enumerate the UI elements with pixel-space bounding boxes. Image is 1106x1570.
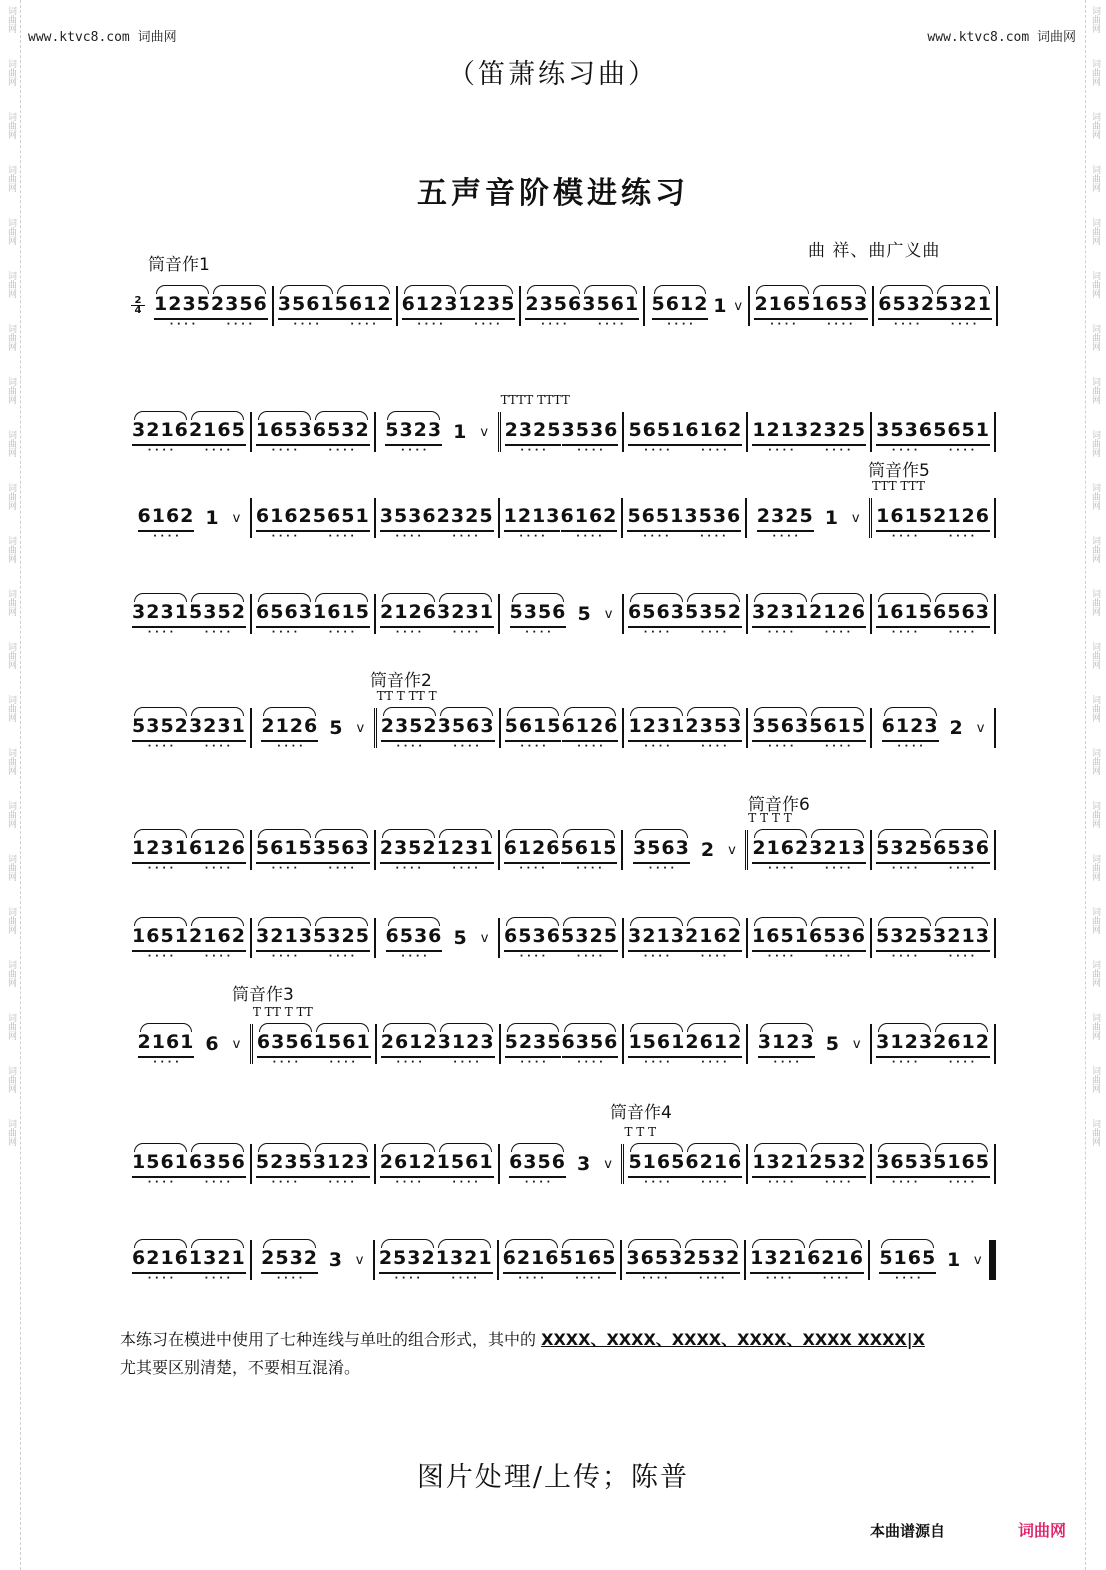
measure xyxy=(274,286,398,326)
note-group: 6126 · · · · xyxy=(189,837,246,864)
score-row-4 xyxy=(128,594,996,634)
measure xyxy=(872,1024,996,1064)
measure xyxy=(501,1024,625,1064)
note: 5 xyxy=(825,1033,839,1055)
note-group: 1321 · · · · xyxy=(189,1247,246,1274)
measure xyxy=(128,918,252,958)
note-group: 2162 · · · · xyxy=(189,925,246,952)
note-group: 3231 · · · · xyxy=(189,715,246,742)
measure xyxy=(872,708,996,748)
measure xyxy=(252,918,376,958)
measure xyxy=(746,1240,870,1280)
breath-mark: v xyxy=(852,1036,861,1052)
measure xyxy=(376,498,500,538)
note-group: 6356 · · · · xyxy=(257,1031,314,1058)
score-row-5 xyxy=(128,689,996,748)
note-group: 2325 · · · · xyxy=(505,419,562,446)
measure xyxy=(128,594,252,634)
note-group: 1561 · · · · xyxy=(132,1151,189,1178)
breath-mark: v xyxy=(232,510,241,526)
measure xyxy=(872,412,996,452)
note-group: 5651 · · · · xyxy=(627,505,684,532)
note-group: 3561 · · · · xyxy=(582,293,639,320)
measure xyxy=(623,498,747,538)
note-group: 5352 · · · · xyxy=(685,601,742,628)
score-row-3 xyxy=(128,479,996,538)
note-group: 1213 · · · · xyxy=(504,505,561,532)
breath-mark: v xyxy=(604,1156,612,1172)
note-group: 1231 · · · · xyxy=(628,715,685,742)
measure xyxy=(499,1240,623,1280)
note-group: 1653 · · · · xyxy=(256,419,313,446)
note: 1 xyxy=(824,507,838,529)
note-group: 1235 · · · · xyxy=(154,293,211,320)
score-row-8 xyxy=(128,1005,996,1064)
breath-mark: v xyxy=(232,1036,241,1052)
tonguing-mark: TT T TT T xyxy=(376,689,437,703)
score-row-10 xyxy=(128,1240,996,1280)
measure xyxy=(624,1024,748,1064)
note-group: 5325 · · · · xyxy=(876,837,933,864)
watermark-left: www.ktvc8.com 词曲网 xyxy=(28,30,177,45)
measure xyxy=(872,830,996,870)
note-group: 6532 · · · · xyxy=(313,419,370,446)
note-group: 5651 · · · · xyxy=(313,505,370,532)
measure xyxy=(376,689,501,748)
note-group: 1213 · · · · xyxy=(752,419,809,446)
measure xyxy=(252,498,376,538)
note-group: 6356 · · · · xyxy=(562,1031,619,1058)
note-group: 3123 · · · · xyxy=(313,1151,370,1178)
breath-mark: v xyxy=(480,930,489,946)
note-group: 6216 · · · · xyxy=(132,1247,189,1274)
note-group: 6126 · · · · xyxy=(562,715,619,742)
note-group: 2126 · · · · xyxy=(933,505,990,532)
measure xyxy=(500,594,624,634)
note-group: 6123 · · · · xyxy=(402,293,459,320)
note: 2 xyxy=(700,839,715,861)
note-group: 5615 · · · · xyxy=(256,837,313,864)
note-group: 2612 · · · · xyxy=(685,1031,742,1058)
note-group: 1653 · · · · xyxy=(811,293,868,320)
note-group: 5235 · · · · xyxy=(256,1151,313,1178)
note-group: 6536 · · · · xyxy=(386,925,443,952)
measure xyxy=(128,708,252,748)
breath-mark: v xyxy=(728,842,736,858)
note-group: 5612 · · · · xyxy=(335,293,392,320)
note-group: 5165 · · · · xyxy=(560,1247,617,1274)
footnote-line-1: 本练习在模进中使用了七种连线与单吐的组合形式，其中的 xyxy=(120,1330,537,1349)
note-group: 2352 · · · · xyxy=(380,837,437,864)
note-group: 3231 · · · · xyxy=(437,601,494,628)
measure xyxy=(377,1024,501,1064)
measure xyxy=(500,830,624,870)
note-group: 2162 · · · · xyxy=(685,925,742,952)
note-group: 1615 · · · · xyxy=(876,505,933,532)
note-group: 3123 · · · · xyxy=(876,1031,933,1058)
measure xyxy=(252,594,376,634)
note-group: 3561 · · · · xyxy=(278,293,335,320)
measure xyxy=(375,1240,499,1280)
measure xyxy=(500,393,625,452)
note-group: 5323 · · · · xyxy=(385,419,442,446)
measure xyxy=(128,830,252,870)
note-group: 2356 · · · · xyxy=(211,293,268,320)
measure xyxy=(376,918,500,958)
measure xyxy=(645,286,750,326)
note-group: 5325 · · · · xyxy=(313,925,370,952)
note-group: 5325 · · · · xyxy=(876,925,933,952)
note-group: 3231 · · · · xyxy=(752,601,809,628)
note: 1 xyxy=(453,421,467,443)
left-watermark-strip: 词曲网 词曲网 词曲网 词曲网 词曲网 词曲网 词曲网 词曲网 词曲网 词曲网 词曲网 词曲网 词曲网 词曲网 词曲网 词曲网 词曲网 词曲网 词曲网 词曲网 词曲网 词曲网 xyxy=(2,0,21,1570)
note-group: 2532 · · · · xyxy=(379,1247,436,1274)
note-group: 3123 · · · · xyxy=(758,1031,815,1058)
note-group: 6162 · · · · xyxy=(561,505,618,532)
measure xyxy=(376,830,500,870)
note-group: 6356 · · · · xyxy=(509,1151,566,1178)
note-group: 6162 · · · · xyxy=(685,419,742,446)
right-watermark-strip: 词曲网 词曲网 词曲网 词曲网 词曲网 词曲网 词曲网 词曲网 词曲网 词曲网 词曲网 词曲网 词曲网 词曲网 词曲网 词曲网 词曲网 词曲网 词曲网 词曲网 词曲网 词曲网 xyxy=(1085,0,1104,1570)
note-group: 3213 · · · · xyxy=(809,837,866,864)
measure xyxy=(748,811,872,870)
note-group: 5356 · · · · xyxy=(510,601,567,628)
note-group: 6563 · · · · xyxy=(933,601,990,628)
measure xyxy=(398,286,522,326)
tonguing-mark: TTT TTT xyxy=(872,479,925,493)
note-group: 1235 · · · · xyxy=(458,293,515,320)
measure xyxy=(128,1024,253,1064)
breath-mark: v xyxy=(604,606,613,622)
note-group: 5651 · · · · xyxy=(628,419,685,446)
note: 5 xyxy=(453,927,467,949)
note-group: 5165 · · · · xyxy=(933,1151,990,1178)
note-group: 5651 · · · · xyxy=(933,419,990,446)
note-group: 3563 · · · · xyxy=(633,837,690,864)
measure xyxy=(748,1144,872,1184)
measure xyxy=(624,594,748,634)
score-row-1 xyxy=(150,286,998,326)
note-group: 6126 · · · · xyxy=(504,837,561,864)
note-group: 1321 · · · · xyxy=(752,1151,809,1178)
measure xyxy=(872,479,996,538)
footnote xyxy=(120,1326,1000,1382)
note-group: 2612 · · · · xyxy=(381,1031,438,1058)
measure xyxy=(624,1125,748,1184)
note-group: 1561 · · · · xyxy=(628,1031,685,1058)
note: 3 xyxy=(328,1249,342,1271)
measure xyxy=(624,918,748,958)
note-group: 6123 · · · · xyxy=(882,715,939,742)
note-group: 6563 · · · · xyxy=(628,601,685,628)
section-mark-4: 筒音作4 xyxy=(610,1103,672,1123)
note-group: 3231 · · · · xyxy=(132,601,189,628)
note: 1 xyxy=(713,295,727,317)
tonguing-mark: T TT T TT xyxy=(252,1005,313,1019)
measure xyxy=(252,412,376,452)
measure xyxy=(622,1240,746,1280)
note-group: 1231 · · · · xyxy=(132,837,189,864)
note-group: 3536 · · · · xyxy=(562,419,619,446)
note-group: 5612 · · · · xyxy=(652,293,709,320)
note-group: 3536 · · · · xyxy=(684,505,741,532)
note-group: 3536 · · · · xyxy=(876,419,933,446)
section-mark-3: 筒音作3 xyxy=(232,985,294,1005)
note-group: 1231 · · · · xyxy=(437,837,494,864)
note-group: 6162 · · · · xyxy=(256,505,313,532)
measure xyxy=(521,286,645,326)
footnote-line-2: 尤其要区别清楚，不要相互混淆。 xyxy=(120,1358,361,1377)
note-group: 2325 · · · · xyxy=(809,419,866,446)
measure xyxy=(376,594,500,634)
section-mark-2: 筒音作2 xyxy=(370,671,432,691)
note-group: 3653 · · · · xyxy=(626,1247,683,1274)
measure xyxy=(870,1240,996,1280)
note-group: 6532 · · · · xyxy=(878,293,935,320)
measure xyxy=(252,1240,375,1280)
measure xyxy=(128,412,252,452)
section-mark-6: 筒音作6 xyxy=(748,795,810,815)
note-group: 6536 · · · · xyxy=(504,925,561,952)
note-group: 6216 · · · · xyxy=(807,1247,864,1274)
note-group: 1651 · · · · xyxy=(132,925,189,952)
measure xyxy=(750,286,874,326)
page-title: 五声音阶模进练习 xyxy=(417,176,689,211)
note-group: 2353 · · · · xyxy=(685,715,742,742)
page-subtitle: （笛萧练习曲） xyxy=(448,59,658,90)
note-group: 2162 · · · · xyxy=(752,837,809,864)
breath-mark: v xyxy=(976,720,985,736)
note-group: 5165 · · · · xyxy=(628,1151,685,1178)
note-group: 2612 · · · · xyxy=(380,1151,437,1178)
measure xyxy=(747,498,872,538)
score-row-6 xyxy=(128,811,996,870)
note-group: 2161 · · · · xyxy=(138,1031,195,1058)
composer-credit: 曲 祥、曲广义曲 xyxy=(808,241,941,261)
note-group: 1561 · · · · xyxy=(437,1151,494,1178)
note-group: 5235 · · · · xyxy=(505,1031,562,1058)
note-group: 3213 · · · · xyxy=(256,925,313,952)
measure xyxy=(376,412,501,452)
note-group: 5352 · · · · xyxy=(189,601,246,628)
note: 6 xyxy=(205,1033,219,1055)
score-row-7 xyxy=(128,918,996,958)
tonguing-mark: TTTT TTTT xyxy=(500,393,570,407)
measure xyxy=(252,1144,376,1184)
note-group: 2532 · · · · xyxy=(683,1247,740,1274)
upload-credit: 图片处理/上传；陈普 xyxy=(416,1462,690,1493)
note-group: 6162 · · · · xyxy=(138,505,195,532)
note: 5 xyxy=(329,717,343,739)
measure xyxy=(872,1144,996,1184)
note: 3 xyxy=(576,1153,591,1175)
note-group: 3536 · · · · xyxy=(380,505,437,532)
measure xyxy=(252,830,376,870)
measure xyxy=(874,286,998,326)
note-group: 2532 · · · · xyxy=(261,1247,318,1274)
note-group: 3563 · · · · xyxy=(438,715,495,742)
note-group: 2612 · · · · xyxy=(933,1031,990,1058)
measure xyxy=(500,1144,625,1184)
note-group: 5615 · · · · xyxy=(809,715,866,742)
note-group: 1321 · · · · xyxy=(750,1247,807,1274)
note-group: 3216 · · · · xyxy=(132,419,189,446)
note-group: 3123 · · · · xyxy=(438,1031,495,1058)
note-group: 2325 · · · · xyxy=(757,505,814,532)
measure xyxy=(252,1005,377,1064)
breath-mark: v xyxy=(734,298,743,314)
note-group: 6216 · · · · xyxy=(685,1151,742,1178)
breath-mark: v xyxy=(480,424,489,440)
note-group: 3213 · · · · xyxy=(628,925,685,952)
measure xyxy=(748,594,872,634)
tonguing-mark: T T T xyxy=(624,1125,657,1139)
note-group: 6563 · · · · xyxy=(256,601,313,628)
breath-mark: v xyxy=(355,1252,364,1268)
note-group: 5325 · · · · xyxy=(561,925,618,952)
note-group: 5352 · · · · xyxy=(132,715,189,742)
note-group: 3213 · · · · xyxy=(933,925,990,952)
note-group: 1651 · · · · xyxy=(752,925,809,952)
measure xyxy=(623,830,748,870)
breath-mark: v xyxy=(973,1252,982,1268)
time-signature: 2 4 xyxy=(131,296,145,315)
footnote-examples: XXXX、XXXX、XXXX、XXXX、XXXX XXXX|X xyxy=(541,1330,925,1349)
measure xyxy=(872,918,996,958)
measure xyxy=(128,498,252,538)
measure xyxy=(128,1144,252,1184)
measure xyxy=(748,412,872,452)
note-group: 2126 · · · · xyxy=(380,601,437,628)
note-group: 2165 · · · · xyxy=(754,293,811,320)
tonguing-mark: T T T T xyxy=(748,811,792,825)
measure xyxy=(872,594,996,634)
note-group: 5615 · · · · xyxy=(505,715,562,742)
measure xyxy=(128,1240,252,1280)
breath-mark: v xyxy=(356,720,365,736)
measure xyxy=(748,1024,872,1064)
note-group: 6216 · · · · xyxy=(503,1247,560,1274)
brand-logo-text[interactable]: 词曲网 xyxy=(1018,1521,1067,1540)
measure xyxy=(500,498,624,538)
note-group: 6356 · · · · xyxy=(189,1151,246,1178)
watermark-right: www.ktvc8.com 词曲网 xyxy=(927,30,1076,45)
note-group: 2165 · · · · xyxy=(189,419,246,446)
measure xyxy=(624,412,748,452)
measure xyxy=(252,708,377,748)
note: 5 xyxy=(577,603,591,625)
note-group: 3563 · · · · xyxy=(313,837,370,864)
measure xyxy=(624,708,748,748)
note-group: 3563 · · · · xyxy=(752,715,809,742)
note-group: 1561 · · · · xyxy=(314,1031,371,1058)
section-mark-5: 筒音作5 xyxy=(868,461,930,481)
note-group: 2532 · · · · xyxy=(809,1151,866,1178)
note-group: 5321 · · · · xyxy=(935,293,992,320)
section-mark-1: 筒音作1 xyxy=(148,255,210,275)
note-group: 1321 · · · · xyxy=(436,1247,493,1274)
source-label: 本曲谱源自 xyxy=(870,1522,946,1540)
note-group: 1615 · · · · xyxy=(876,601,933,628)
note-group: 1615 · · · · xyxy=(313,601,370,628)
measure xyxy=(500,918,624,958)
note-group: 6536 · · · · xyxy=(933,837,990,864)
measure xyxy=(501,708,625,748)
note-group: 3653 · · · · xyxy=(876,1151,933,1178)
measure xyxy=(376,1144,500,1184)
note-group: 5165 · · · · xyxy=(879,1247,936,1274)
note-group: 2126 · · · · xyxy=(261,715,318,742)
note-group: 6536 · · · · xyxy=(809,925,866,952)
score-row-2 xyxy=(128,393,996,452)
note: 1 xyxy=(205,507,219,529)
measure xyxy=(150,286,274,326)
note: 1 xyxy=(946,1249,961,1271)
note-group: 2356 · · · · xyxy=(525,293,582,320)
note-group: 2325 · · · · xyxy=(437,505,494,532)
breath-mark: v xyxy=(851,510,860,526)
note-group: 5615 · · · · xyxy=(561,837,618,864)
measure xyxy=(748,708,872,748)
note-group: 2126 · · · · xyxy=(809,601,866,628)
measure xyxy=(748,918,872,958)
note: 2 xyxy=(949,717,963,739)
note-group: 2352 · · · · xyxy=(381,715,438,742)
score-row-9 xyxy=(128,1125,996,1184)
